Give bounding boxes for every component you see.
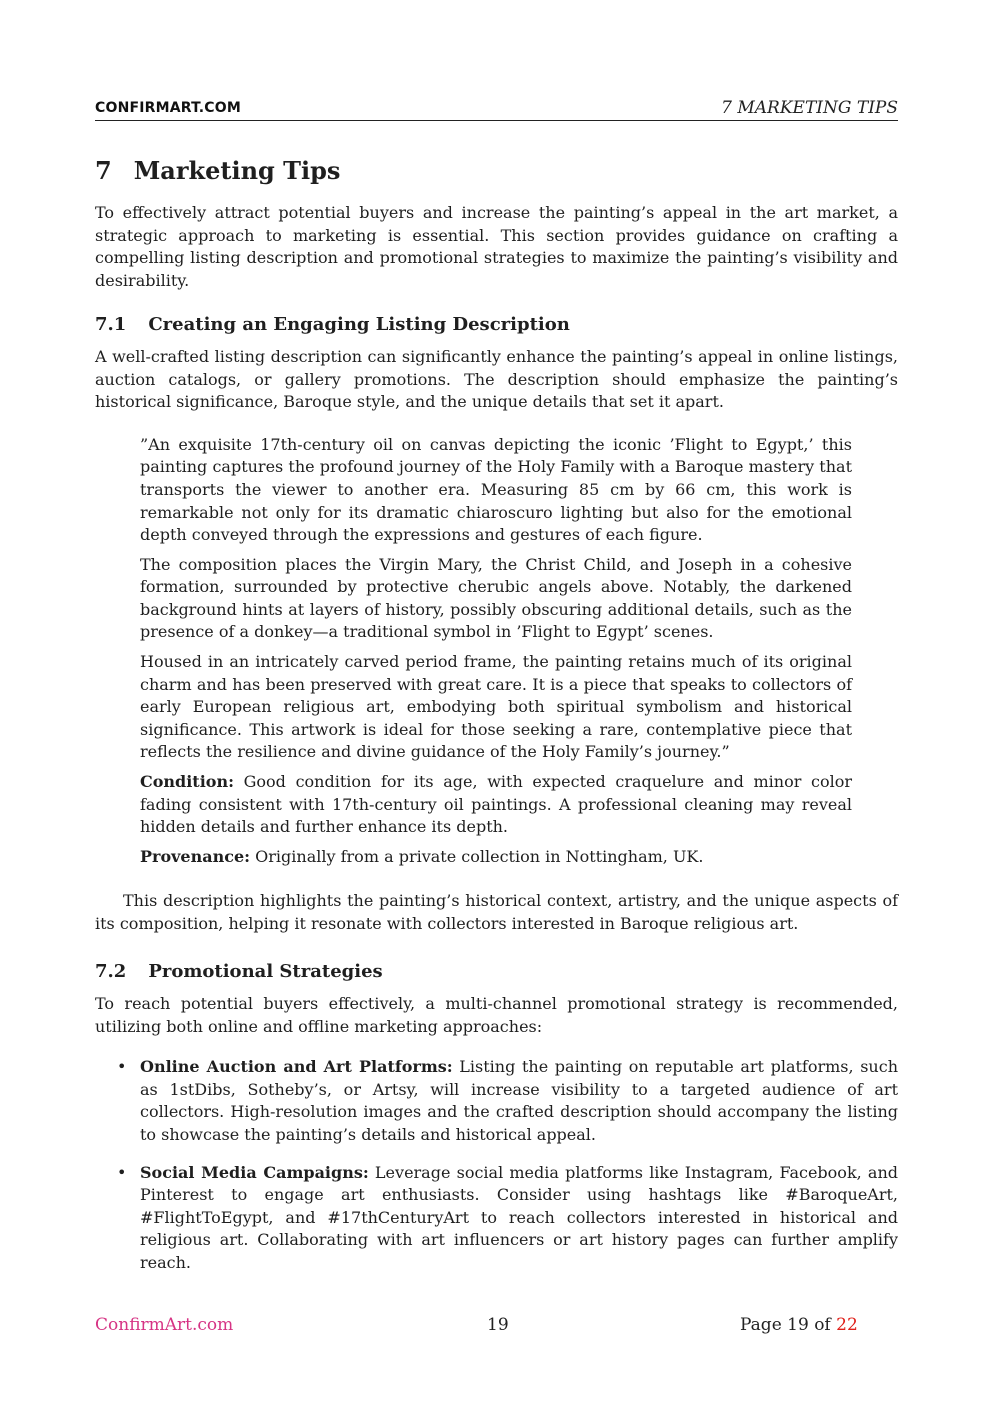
list-item-label: Online Auction and Art Platforms: (140, 1057, 453, 1077)
page-footer (95, 1315, 898, 1339)
list-item (95, 1056, 898, 1146)
bullet-icon: • (117, 1162, 127, 1182)
strategy-list (95, 1056, 898, 1274)
condition-label: Condition: (140, 772, 234, 792)
quote-paragraph-3: Housed in an intricately carved period frame, the painting retains much of its original charm and has been preserved with great care. It is a piece that speaks to collectors of early European religious art, embodying both spiritual symbolism and historical significance. This artwork is ideal for those seeking a rare, contemplative piece that reflects the resilience and divine guidance of the Holy Family’s journey.” (140, 652, 852, 762)
subsection-intro: A well-crafted listing description can significantly enhance the painting’s appeal in online listings, auction catalogs, or gallery promotions. The description should emphasize the painting’s historical significance, Baroque style, and the unique details that set it apart. (95, 346, 898, 412)
closing-paragraph: This description highlights the painting’s historical context, artistry, and the unique aspects of its composition, helping it resonate with collectors interested in Baroque religious art. (95, 891, 898, 934)
footer-page-total-link[interactable]: 22 (836, 1315, 858, 1335)
subsection-title: Promotional Strategies (148, 960, 383, 982)
list-item (95, 1162, 898, 1275)
footer-page-prefix: Page 19 of (740, 1315, 837, 1335)
footer-site-link[interactable]: ConfirmArt.com (95, 1315, 234, 1335)
section-heading (95, 155, 898, 186)
list-item-text: Leverage social media platforms like Instagram, Facebook, and Pinterest to engage art enthusiasts. Consider using hashtags like #BaroqueArt, #FlightToEgypt, and #17thCenturyArt to reach collectors interested in historical and religious art. Collaborating with art influencers or art history pages can further amplify reach. (140, 1162, 898, 1272)
provenance-paragraph (140, 846, 852, 869)
footer-page-count (740, 1315, 858, 1335)
main-content (95, 155, 898, 1290)
bullet-icon: • (117, 1057, 127, 1077)
header-section-title: 7 MARKETING TIPS (721, 98, 898, 118)
list-item-text: Listing the painting on reputable art platforms, such as 1stDibs, Sotheby’s, or Artsy, will increase visibility to a targeted audience of art collectors. High-resolution images and the crafted description should accompany the listing to showcase the painting’s details and historical appeal. (140, 1057, 898, 1144)
footer-page-number: 19 (487, 1315, 509, 1335)
subsection-heading-7-1 (95, 313, 898, 336)
list-item-label: Social Media Campaigns: (140, 1162, 369, 1182)
section-intro: To effectively attract potential buyers and increase the painting’s appeal in the art market, a strategic approach to marketing is essential. This section provides guidance on crafting a compelling listing description and promotional strategies to maximize the painting’s visibility and desirability. (95, 203, 898, 290)
page-header (95, 98, 898, 121)
quote-paragraph-1: ”An exquisite 17th-century oil on canvas depicting the iconic ’Flight to Egypt,’ this painting captures the profound journey of the Holy Family with a Baroque mastery that transports the viewer to another era. Measuring 85 cm by 66 cm, this work is remarkable not only for its dramatic chiaroscuro lighting but also for the emotional depth conveyed through the expressions and gestures of each figure. (140, 434, 852, 545)
provenance-label: Provenance: (140, 846, 251, 866)
subsection-number: 7.2 (95, 960, 127, 982)
subsection-title: Creating an Engaging Listing Description (148, 313, 570, 335)
subsection-number: 7.1 (95, 313, 127, 335)
provenance-text: Originally from a private collection in Nottingham, UK. (250, 846, 704, 866)
header-logo: CONFIRMART.COM (95, 100, 242, 116)
section-number: 7 (95, 156, 112, 185)
subsection-intro: To reach potential buyers effectively, a multi-channel promotional strategy is recommended, utilizing both online and offline marketing approaches: (95, 994, 898, 1036)
condition-text: Good condition for its age, with expected craquelure and minor color fading consistent with 17th-century oil paintings. A professional cleaning may reveal hidden details and further enhance its depth. (140, 772, 852, 837)
section-title: Marketing Tips (133, 156, 341, 185)
condition-paragraph (140, 771, 852, 839)
quote-paragraph-2: The composition places the Virgin Mary, the Christ Child, and Joseph in a cohesive formation, surrounded by protective cherubic angels above. Notably, the darkened background hints at layers of history, possibly obscuring additional details, such as the presence of a donkey—a traditional symbol in ’Flight to Egypt’ scenes. (140, 554, 852, 642)
listing-description-quote (140, 434, 852, 869)
subsection-heading-7-2 (95, 960, 898, 983)
